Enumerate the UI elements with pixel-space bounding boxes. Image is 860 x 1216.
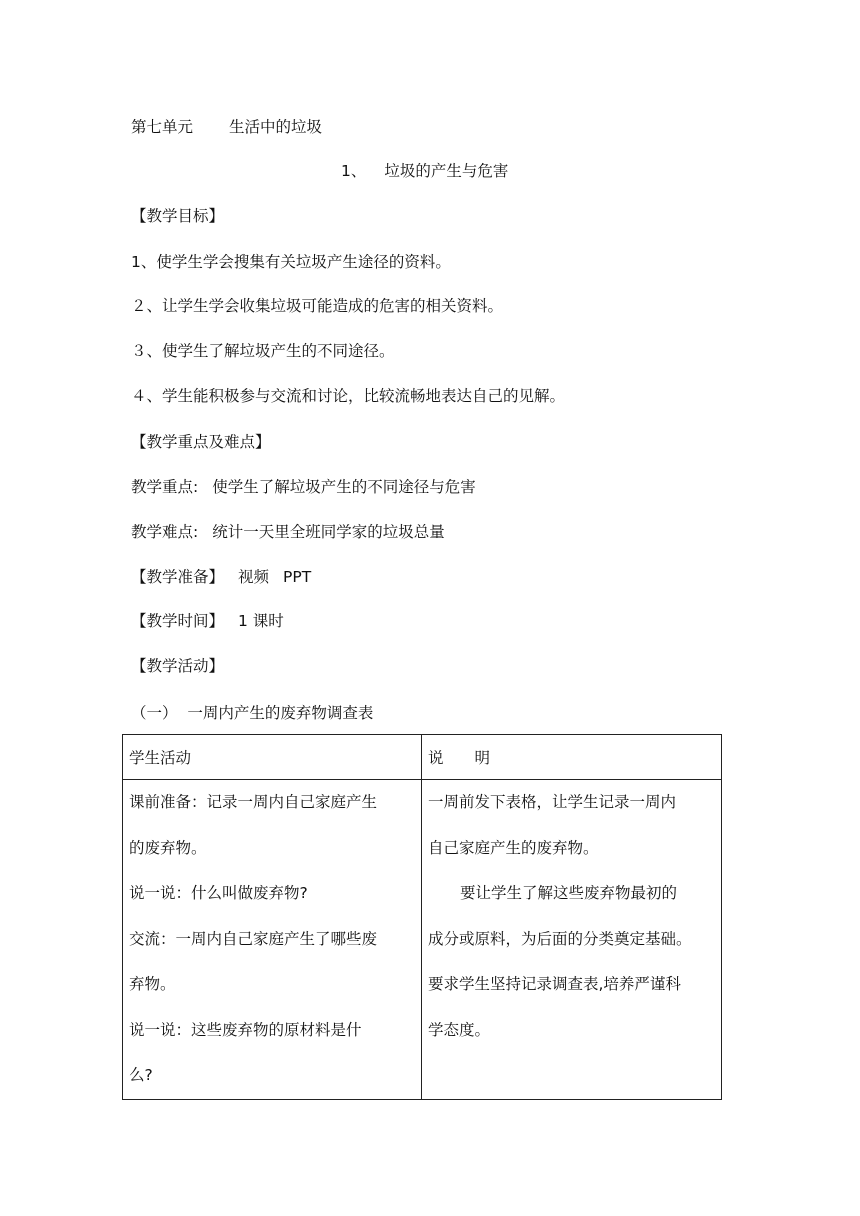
cell-line: 弃物。 [129,975,176,993]
student-activity-cell [123,780,422,1100]
unit-label: 第七单元 [131,118,194,136]
cell-line: 一周前发下表格，让学生记录一周内 [428,793,677,811]
cell-line: 么? [129,1066,153,1084]
cell-line: 成分或原料，为后面的分类奠定基础。 [428,929,692,948]
section-title: （一） 一周内产生的废弃物调查表 [131,704,374,722]
cell-line: 自己家庭产生的废弃物。 [428,838,599,857]
time-heading: 【教学时间】 [131,612,225,630]
difficult-point [131,521,445,543]
table-header-cell: 学生活动 [123,735,422,780]
key-points-heading: 【教学重点及难点】 [131,433,271,451]
time-value: 1 课时 [238,612,284,630]
objectives-heading: 【教学目标】 [131,207,225,225]
table-row [123,780,722,1100]
table-header-row [123,735,722,780]
cell-line: 的废弃物。 [129,838,207,857]
lesson-title [341,160,508,182]
table-header-cell: 说 明 [422,735,722,780]
teaching-time [131,610,284,632]
cell-line: 学态度。 [428,1020,491,1039]
preparation [131,566,311,588]
cell-line: 要让学生了解这些废弃物最初的 [460,884,678,902]
difficult-point-label: 教学难点: [131,523,199,541]
unit-title: 生活中的垃圾 [229,118,323,136]
lesson-number: 1、 [341,162,367,180]
key-point-label: 教学重点: [131,478,199,496]
cell-line: 交流：一周内自己家庭产生了哪些废 [129,929,378,948]
preparation-item: PPT [283,568,312,586]
cell-line: 要求学生坚持记录调查表,培养严谨科 [428,975,681,993]
cell-line: 课前准备：记录一周内自己家庭产生 [129,793,378,811]
unit-heading [131,116,322,138]
preparation-heading: 【教学准备】 [131,568,225,586]
objective-item: 1、使学生学会搜集有关垃圾产生途径的资料。 [131,253,451,271]
preparation-item: 视频 [238,568,270,586]
notes-cell [422,780,722,1100]
activities-heading: 【教学活动】 [131,657,225,675]
objective-item: ２、让学生学会收集垃圾可能造成的危害的相关资料。 [131,297,504,315]
cell-line: 说一说：什么叫做废弃物? [129,884,308,902]
cell-line: 说一说：这些废弃物的原材料是什 [129,1020,362,1039]
key-point-text: 使学生了解垃圾产生的不同途径与危害 [212,478,476,496]
key-point [131,476,476,498]
activity-table [122,734,722,1100]
objective-item: ４、学生能积极参与交流和讨论，比较流畅地表达自己的见解。 [131,387,566,405]
difficult-point-text: 统计一天里全班同学家的垃圾总量 [212,523,445,541]
lesson-title-text: 垃圾的产生与危害 [384,162,509,180]
objective-item: ３、使学生了解垃圾产生的不同途径。 [131,342,395,360]
